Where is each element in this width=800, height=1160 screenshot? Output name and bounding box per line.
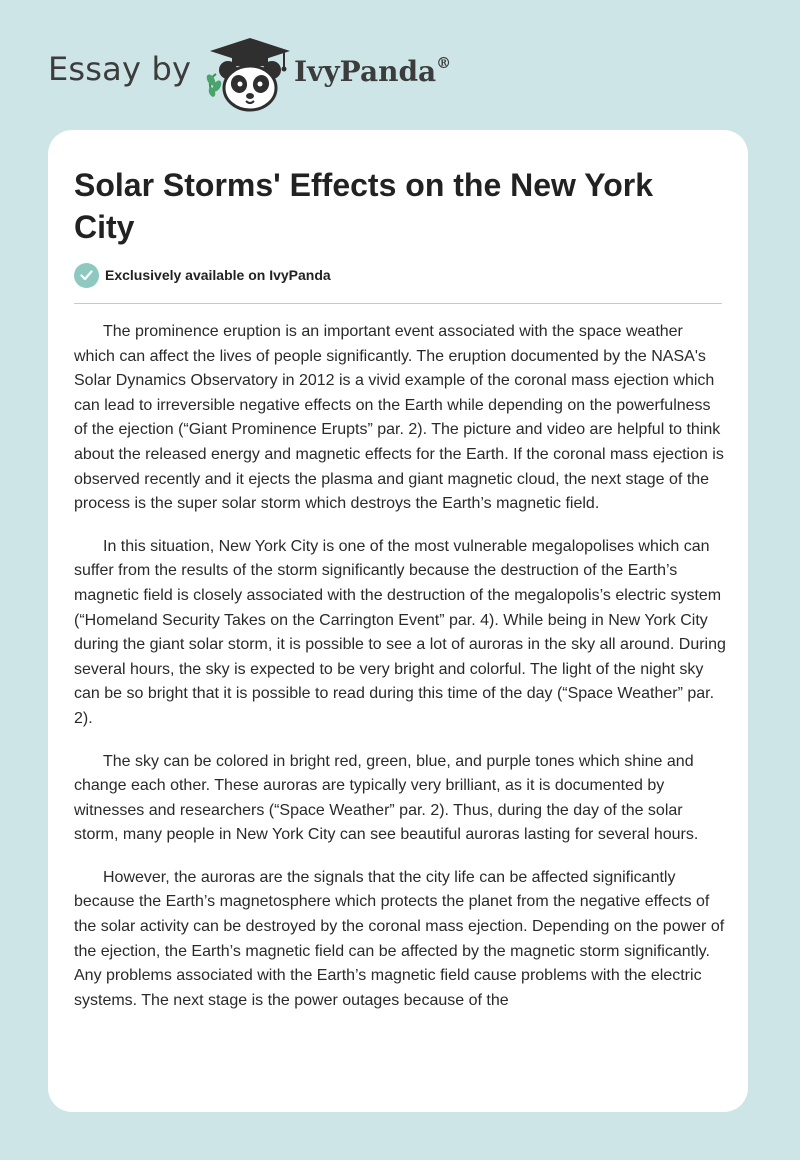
brand-header[interactable]: [48, 34, 508, 114]
brand-prefix: Essay by: [48, 50, 192, 88]
exclusive-badge: [74, 262, 331, 288]
exclusive-label: Exclusively available on IvyPanda: [105, 267, 331, 283]
essay-card: [48, 130, 748, 1112]
divider: [74, 303, 722, 304]
paragraph: However, the auroras are the signals that the city life can be affected significantly because the Earth’s magnetosphere which protects the planet from the negative effects of the solar activity can be destroyed by the coronal mass ejection. Depending on the power of the ejection, the Earth’s magnetic field can be affected by the magnetic storm significantly. Any problems associated with the Earth’s magnetic field cause problems with the electric systems. The next stage is the power outages because of the: [74, 868, 725, 1009]
check-icon: [74, 263, 99, 288]
paragraph: The prominence eruption is an important event associated with the space weather which can affect the lives of people significantly. The eruption documented by the NASA's Solar Dynamics Observatory in 2012 is a vivid example of the coronal mass ejection which can lead to irreversible negative effects on the Earth while depending on the powerfulness of the ejection (“Giant Prominence Erupts” par. 2). The picture and video are helpful to think about the released energy and magnetic effects for the Earth. If the coronal mass ejection is observed recently and it ejects the plasma and giant magnetic cloud, the next stage of the process is the super solar storm which destroys the Earth’s magnetic field.: [74, 323, 724, 513]
panda-graduate-icon: [202, 34, 298, 114]
paragraph: In this situation, New York City is one of the most vulnerable megalopolises which can suffer from the results of the storm significantly because the destruction of the Earth’s magnetic field is closely associated with the destruction of the megalopolis’s electric system (“Homeland Security Takes on the Carrington Event” par. 4). While being in New York City during the giant solar storm, it is possible to see a lot of auroras in the sky all around. During several hours, the sky is expected to be very bright and colorful. The light of the night sky can be so bright that it is possible to read during this time of the day (“Space Weather” par. 2).: [74, 537, 726, 727]
brand-name-text: IvyPanda: [294, 55, 437, 88]
paragraph: The sky can be colored in bright red, green, blue, and purple tones which shine and change each other. These auroras are typically very brilliant, as it is documented by witnesses and researchers (“Space Weather” par. 2). Thus, during the day of the solar storm, many people in New York City can see beautiful auroras lasting for several hours.: [74, 752, 699, 844]
page-title: Solar Storms' Effects on the New York City: [74, 167, 654, 245]
registered-mark: ®: [436, 53, 452, 72]
essay-body: [74, 320, 726, 1031]
brand-name: [294, 55, 451, 88]
